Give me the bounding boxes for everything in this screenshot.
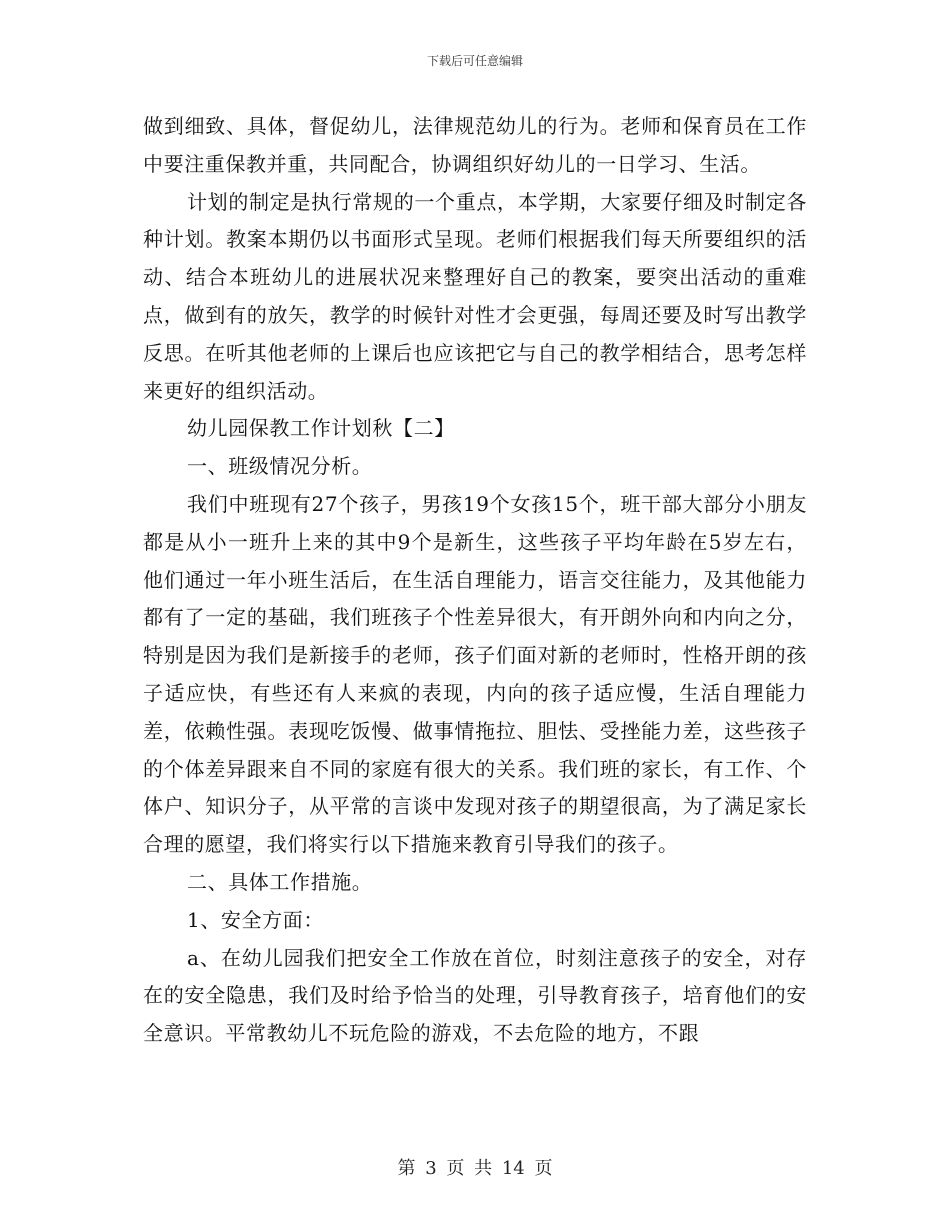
page-header: 下载后可任意编辑	[426, 54, 523, 68]
paragraph: 做到细致、具体，督促幼儿，法律规范幼儿的行为。老师和保育员在工作中要注重保教并重，共同配合，协调组织好幼儿的一日学习、生活。	[143, 114, 807, 176]
section-heading: 一、班级情况分析。	[187, 454, 373, 479]
section-title: 幼儿园保教工作计划秋【二】	[187, 416, 455, 441]
section-heading: 二、具体工作措施。	[187, 869, 373, 894]
paragraph: a、在幼儿园我们把安全工作放在首位，时刻注意孩子的安全，对存在的安全隐患，我们及时给予恰当的处理，引导教育孩子，培育他们的安全意识。平常教幼儿不玩危险的游戏，不去危险的地方，不跟	[143, 945, 807, 1046]
subsection-heading: 1、安全方面：	[187, 907, 324, 932]
page-number: 第 3 页 共 14 页	[397, 1158, 553, 1179]
paragraph: 我们中班现有27个孩子，男孩19个女孩15个，班干部大部分小朋友都是从小一班升上来的其中9个是新生，这些孩子平均年龄在5岁左右，他们通过一年小班生活后，在生活自理能力，语言交往能力，及其他能力都有了一定的基础，我们班孩子个性差异很大，有开朗外向和内向之分，特别是因为我们是新接手的老师，孩子们面对新的老师时，性格开朗的孩子适应快，有些还有人来疯的表现，内向的孩子适应慢，生活自理能力差，依赖性强。表现吃饭慢、做事情拖拉、胆怯、受挫能力差，这些孩子的个体差异跟来自不同的家庭有很大的关系。我们班的家长，有工作、个体户、知识分子，从平常的言谈中发现对孩子的期望很高，为了满足家长合理的愿望，我们将实行以下措施来教育引导我们的孩子。	[143, 491, 807, 857]
document-body	[143, 108, 807, 1053]
paragraph: 计划的制定是执行常规的一个重点，本学期，大家要仔细及时制定各种计划。教案本期仍以书面形式呈现。老师们根据我们每天所要组织的活动、结合本班幼儿的进展状况来整理好自己的教案，要突出活动的重难点，做到有的放矢，教学的时候针对性才会更强，每周还要及时写出教学反思。在听其他老师的上课后也应该把它与自己的教学相结合，思考怎样来更好的组织活动。	[143, 189, 807, 403]
